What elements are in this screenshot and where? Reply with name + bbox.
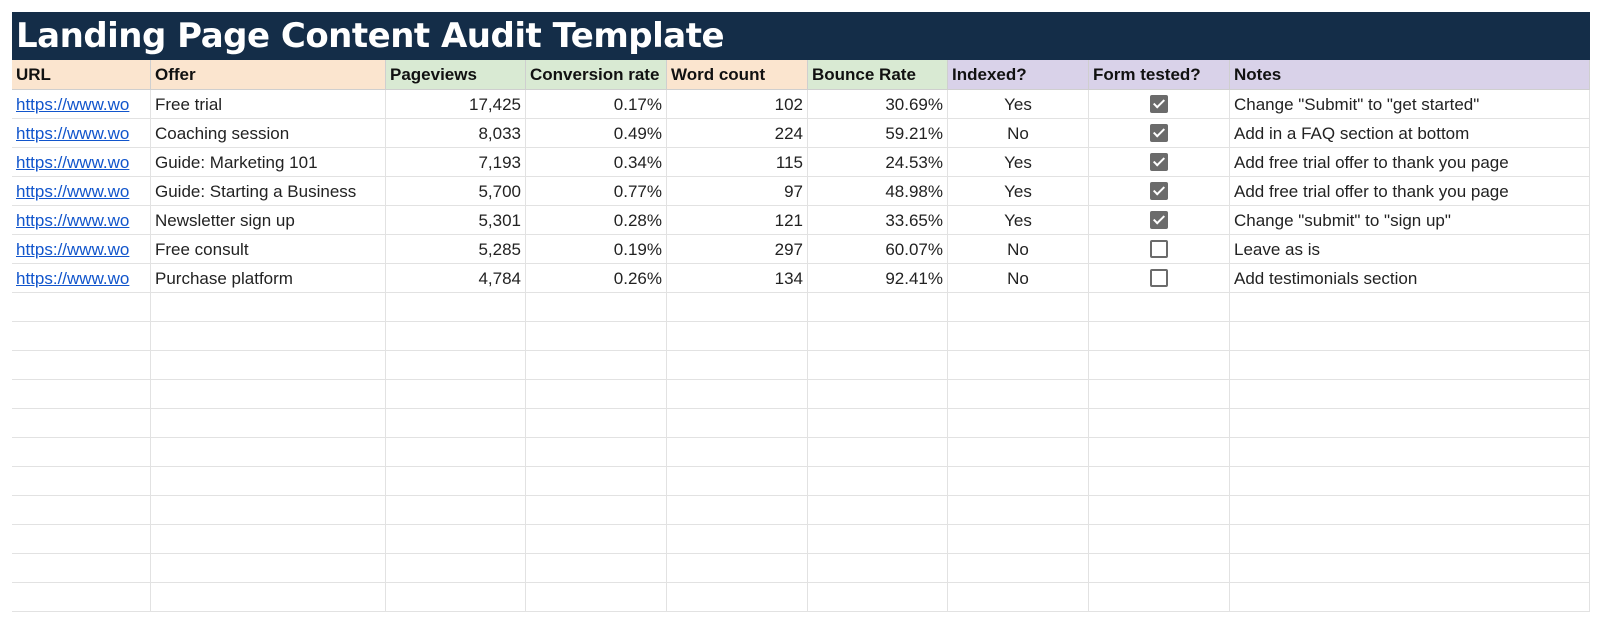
- column-header-url[interactable]: URL: [12, 60, 151, 90]
- empty-cell[interactable]: [386, 351, 526, 380]
- empty-cell[interactable]: [667, 438, 808, 467]
- form-tested-cell[interactable]: [1089, 177, 1230, 206]
- empty-cell[interactable]: [526, 380, 667, 409]
- empty-cell[interactable]: [808, 525, 948, 554]
- empty-cell[interactable]: [151, 438, 386, 467]
- empty-cell[interactable]: [1230, 525, 1590, 554]
- empty-cell[interactable]: [526, 467, 667, 496]
- word-count-cell[interactable]: 297: [667, 235, 808, 264]
- empty-cell[interactable]: [526, 583, 667, 612]
- notes-cell[interactable]: Change "submit" to "sign up": [1230, 206, 1590, 235]
- empty-cell[interactable]: [1089, 554, 1230, 583]
- empty-cell[interactable]: [667, 293, 808, 322]
- empty-cell[interactable]: [386, 525, 526, 554]
- empty-cell[interactable]: [12, 351, 151, 380]
- bounce-rate-cell[interactable]: 48.98%: [808, 177, 948, 206]
- word-count-cell[interactable]: 134: [667, 264, 808, 293]
- empty-cell[interactable]: [526, 322, 667, 351]
- empty-cell[interactable]: [808, 293, 948, 322]
- notes-cell[interactable]: Add testimonials section: [1230, 264, 1590, 293]
- column-header-bounce-rate[interactable]: Bounce Rate: [808, 60, 948, 90]
- pageviews-cell[interactable]: 5,285: [386, 235, 526, 264]
- empty-cell[interactable]: [12, 322, 151, 351]
- empty-cell[interactable]: [1089, 293, 1230, 322]
- empty-cell[interactable]: [526, 496, 667, 525]
- form-tested-cell[interactable]: [1089, 90, 1230, 119]
- offer-cell[interactable]: Coaching session: [151, 119, 386, 148]
- empty-cell[interactable]: [667, 409, 808, 438]
- indexed-cell[interactable]: Yes: [948, 90, 1089, 119]
- notes-cell[interactable]: Leave as is: [1230, 235, 1590, 264]
- bounce-rate-cell[interactable]: 92.41%: [808, 264, 948, 293]
- sheet-title[interactable]: Landing Page Content Audit Template: [12, 12, 1590, 60]
- empty-cell[interactable]: [667, 496, 808, 525]
- empty-cell[interactable]: [12, 409, 151, 438]
- empty-cell[interactable]: [1230, 438, 1590, 467]
- url-cell[interactable]: [12, 235, 151, 264]
- word-count-cell[interactable]: 115: [667, 148, 808, 177]
- empty-cell[interactable]: [526, 438, 667, 467]
- empty-cell[interactable]: [12, 467, 151, 496]
- empty-cell[interactable]: [1089, 409, 1230, 438]
- empty-cell[interactable]: [12, 525, 151, 554]
- empty-cell[interactable]: [808, 438, 948, 467]
- empty-cell[interactable]: [386, 554, 526, 583]
- empty-cell[interactable]: [151, 554, 386, 583]
- offer-cell[interactable]: Guide: Marketing 101: [151, 148, 386, 177]
- empty-cell[interactable]: [386, 467, 526, 496]
- spreadsheet: [12, 12, 1590, 612]
- indexed-cell[interactable]: Yes: [948, 206, 1089, 235]
- empty-cell[interactable]: [151, 409, 386, 438]
- bounce-rate-cell[interactable]: 60.07%: [808, 235, 948, 264]
- conversion-rate-cell[interactable]: 0.49%: [526, 119, 667, 148]
- empty-cell[interactable]: [948, 293, 1089, 322]
- checked-checkbox[interactable]: [1150, 153, 1168, 171]
- checked-checkbox[interactable]: [1150, 211, 1168, 229]
- empty-cell[interactable]: [386, 322, 526, 351]
- empty-cell[interactable]: [1089, 583, 1230, 612]
- empty-cell[interactable]: [526, 525, 667, 554]
- offer-cell[interactable]: Purchase platform: [151, 264, 386, 293]
- empty-cell[interactable]: [1089, 380, 1230, 409]
- empty-cell[interactable]: [667, 351, 808, 380]
- empty-cell[interactable]: [12, 438, 151, 467]
- url-link[interactable]: https://www.wo: [16, 124, 130, 143]
- empty-cell[interactable]: [1230, 583, 1590, 612]
- empty-cell[interactable]: [526, 351, 667, 380]
- column-header-form-tested[interactable]: Form tested?: [1089, 60, 1230, 90]
- url-link[interactable]: https://www.wo: [16, 269, 130, 288]
- empty-cell[interactable]: [1089, 322, 1230, 351]
- empty-cell[interactable]: [667, 554, 808, 583]
- pageviews-cell[interactable]: 5,700: [386, 177, 526, 206]
- conversion-rate-cell[interactable]: 0.34%: [526, 148, 667, 177]
- url-link[interactable]: https://www.wo: [16, 153, 130, 172]
- word-count-cell[interactable]: 121: [667, 206, 808, 235]
- unchecked-checkbox[interactable]: [1150, 269, 1168, 287]
- indexed-cell[interactable]: Yes: [948, 177, 1089, 206]
- indexed-cell[interactable]: No: [948, 264, 1089, 293]
- conversion-rate-cell[interactable]: 0.17%: [526, 90, 667, 119]
- empty-cell[interactable]: [948, 380, 1089, 409]
- column-header-indexed[interactable]: Indexed?: [948, 60, 1089, 90]
- empty-cell[interactable]: [386, 380, 526, 409]
- empty-cell[interactable]: [948, 409, 1089, 438]
- url-link[interactable]: https://www.wo: [16, 95, 130, 114]
- offer-cell[interactable]: Free trial: [151, 90, 386, 119]
- conversion-rate-cell[interactable]: 0.28%: [526, 206, 667, 235]
- checked-checkbox[interactable]: [1150, 182, 1168, 200]
- empty-cell[interactable]: [1230, 351, 1590, 380]
- indexed-cell[interactable]: Yes: [948, 148, 1089, 177]
- column-header-offer[interactable]: Offer: [151, 60, 386, 90]
- empty-cell[interactable]: [948, 322, 1089, 351]
- empty-cell[interactable]: [808, 409, 948, 438]
- empty-cell[interactable]: [151, 322, 386, 351]
- empty-cell[interactable]: [386, 583, 526, 612]
- empty-cell[interactable]: [667, 525, 808, 554]
- word-count-cell[interactable]: 97: [667, 177, 808, 206]
- empty-cell[interactable]: [1230, 554, 1590, 583]
- form-tested-cell[interactable]: [1089, 206, 1230, 235]
- url-cell[interactable]: [12, 264, 151, 293]
- checked-checkbox[interactable]: [1150, 95, 1168, 113]
- empty-cell[interactable]: [12, 583, 151, 612]
- empty-cell[interactable]: [386, 293, 526, 322]
- url-cell[interactable]: [12, 206, 151, 235]
- empty-cell[interactable]: [1230, 467, 1590, 496]
- bounce-rate-cell[interactable]: 30.69%: [808, 90, 948, 119]
- empty-cell[interactable]: [151, 525, 386, 554]
- empty-cell[interactable]: [151, 496, 386, 525]
- offer-cell[interactable]: Guide: Starting a Business: [151, 177, 386, 206]
- conversion-rate-cell[interactable]: 0.19%: [526, 235, 667, 264]
- empty-cell[interactable]: [948, 496, 1089, 525]
- offer-cell[interactable]: Newsletter sign up: [151, 206, 386, 235]
- empty-cell[interactable]: [808, 351, 948, 380]
- word-count-cell[interactable]: 102: [667, 90, 808, 119]
- empty-cell[interactable]: [12, 554, 151, 583]
- empty-cell[interactable]: [526, 293, 667, 322]
- form-tested-cell[interactable]: [1089, 119, 1230, 148]
- column-header-word-count[interactable]: Word count: [667, 60, 808, 90]
- empty-cell[interactable]: [1230, 293, 1590, 322]
- empty-cell[interactable]: [948, 351, 1089, 380]
- notes-cell[interactable]: Add free trial offer to thank you page: [1230, 177, 1590, 206]
- empty-cell[interactable]: [808, 496, 948, 525]
- empty-cell[interactable]: [12, 496, 151, 525]
- column-header-conversion-rate[interactable]: Conversion rate: [526, 60, 667, 90]
- empty-cell[interactable]: [808, 467, 948, 496]
- empty-cell[interactable]: [1089, 467, 1230, 496]
- empty-cell[interactable]: [948, 525, 1089, 554]
- empty-cell[interactable]: [151, 293, 386, 322]
- url-link[interactable]: https://www.wo: [16, 211, 130, 230]
- notes-cell[interactable]: Change "Submit" to "get started": [1230, 90, 1590, 119]
- empty-cell[interactable]: [667, 322, 808, 351]
- empty-cell[interactable]: [1230, 380, 1590, 409]
- empty-cell[interactable]: [1230, 496, 1590, 525]
- url-link[interactable]: https://www.wo: [16, 182, 130, 201]
- empty-cell[interactable]: [1089, 351, 1230, 380]
- empty-cell[interactable]: [1230, 322, 1590, 351]
- offer-cell[interactable]: Free consult: [151, 235, 386, 264]
- empty-cell[interactable]: [1230, 409, 1590, 438]
- column-header-notes[interactable]: Notes: [1230, 60, 1590, 90]
- empty-cell[interactable]: [808, 583, 948, 612]
- pageviews-cell[interactable]: 17,425: [386, 90, 526, 119]
- empty-cell[interactable]: [1089, 525, 1230, 554]
- empty-cell[interactable]: [526, 409, 667, 438]
- bounce-rate-cell[interactable]: 59.21%: [808, 119, 948, 148]
- empty-cell[interactable]: [808, 380, 948, 409]
- notes-cell[interactable]: Add free trial offer to thank you page: [1230, 148, 1590, 177]
- notes-cell[interactable]: Add in a FAQ section at bottom: [1230, 119, 1590, 148]
- empty-cell[interactable]: [151, 351, 386, 380]
- empty-cell[interactable]: [151, 380, 386, 409]
- bounce-rate-cell[interactable]: 24.53%: [808, 148, 948, 177]
- empty-cell[interactable]: [808, 322, 948, 351]
- empty-cell[interactable]: [1089, 496, 1230, 525]
- empty-cell[interactable]: [667, 467, 808, 496]
- empty-cell[interactable]: [386, 438, 526, 467]
- conversion-rate-cell[interactable]: 0.26%: [526, 264, 667, 293]
- empty-cell[interactable]: [151, 583, 386, 612]
- empty-cell[interactable]: [151, 467, 386, 496]
- empty-cell[interactable]: [12, 293, 151, 322]
- url-cell[interactable]: [12, 119, 151, 148]
- checked-checkbox[interactable]: [1150, 124, 1168, 142]
- empty-cell[interactable]: [12, 380, 151, 409]
- url-cell[interactable]: [12, 177, 151, 206]
- pageviews-cell[interactable]: 7,193: [386, 148, 526, 177]
- unchecked-checkbox[interactable]: [1150, 240, 1168, 258]
- bounce-rate-cell[interactable]: 33.65%: [808, 206, 948, 235]
- pageviews-cell[interactable]: 4,784: [386, 264, 526, 293]
- empty-cell[interactable]: [526, 554, 667, 583]
- empty-cell[interactable]: [808, 554, 948, 583]
- empty-cell[interactable]: [386, 496, 526, 525]
- data-grid: [12, 60, 1590, 612]
- column-header-pageviews[interactable]: Pageviews: [386, 60, 526, 90]
- url-link[interactable]: https://www.wo: [16, 240, 130, 259]
- empty-cell[interactable]: [948, 438, 1089, 467]
- conversion-rate-cell[interactable]: 0.77%: [526, 177, 667, 206]
- word-count-cell[interactable]: 224: [667, 119, 808, 148]
- empty-cell[interactable]: [1089, 438, 1230, 467]
- empty-cell[interactable]: [667, 583, 808, 612]
- form-tested-cell[interactable]: [1089, 148, 1230, 177]
- empty-cell[interactable]: [386, 409, 526, 438]
- empty-cell[interactable]: [948, 467, 1089, 496]
- url-cell[interactable]: [12, 148, 151, 177]
- indexed-cell[interactable]: No: [948, 119, 1089, 148]
- empty-cell[interactable]: [948, 554, 1089, 583]
- empty-cell[interactable]: [667, 380, 808, 409]
- url-cell[interactable]: [12, 90, 151, 119]
- pageviews-cell[interactable]: 5,301: [386, 206, 526, 235]
- pageviews-cell[interactable]: 8,033: [386, 119, 526, 148]
- empty-cell[interactable]: [948, 583, 1089, 612]
- form-tested-cell[interactable]: [1089, 264, 1230, 293]
- indexed-cell[interactable]: No: [948, 235, 1089, 264]
- form-tested-cell[interactable]: [1089, 235, 1230, 264]
